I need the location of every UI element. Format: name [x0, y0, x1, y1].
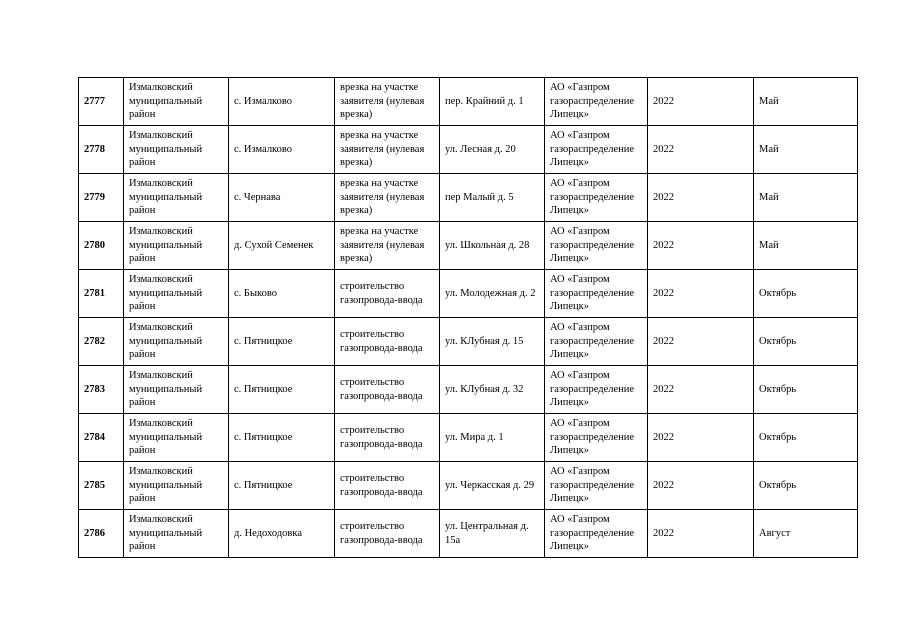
year-cell: 2022	[648, 318, 754, 366]
month-cell: Октябрь	[754, 270, 858, 318]
work-type-cell: строительство газопровода-ввода	[335, 462, 440, 510]
month-cell: Май	[754, 222, 858, 270]
address-cell: ул. КЛубная д. 15	[440, 318, 545, 366]
table-row	[79, 318, 858, 366]
district-cell: Измалковский муниципальный район	[124, 270, 229, 318]
table-row	[79, 270, 858, 318]
settlement-cell: с. Измалково	[229, 78, 335, 126]
month-cell: Октябрь	[754, 414, 858, 462]
address-cell: пер Малый д. 5	[440, 174, 545, 222]
settlement-cell: д. Сухой Семенек	[229, 222, 335, 270]
organization-cell: АО «Газпром газораспределение Липецк»	[545, 318, 648, 366]
table-body	[79, 78, 858, 558]
district-cell: Измалковский муниципальный район	[124, 366, 229, 414]
row-number-cell: 2783	[79, 366, 124, 414]
work-type-cell: строительство газопровода-ввода	[335, 510, 440, 558]
table-row	[79, 174, 858, 222]
district-cell: Измалковский муниципальный район	[124, 414, 229, 462]
work-type-cell: врезка на участке заявителя (нулевая врезка)	[335, 126, 440, 174]
district-cell: Измалковский муниципальный район	[124, 78, 229, 126]
district-cell: Измалковский муниципальный район	[124, 462, 229, 510]
work-type-cell: строительство газопровода-ввода	[335, 414, 440, 462]
year-cell: 2022	[648, 462, 754, 510]
gasification-table	[78, 77, 858, 558]
year-cell: 2022	[648, 270, 754, 318]
month-cell: Май	[754, 78, 858, 126]
district-cell: Измалковский муниципальный район	[124, 318, 229, 366]
row-number-cell: 2786	[79, 510, 124, 558]
row-number-cell: 2780	[79, 222, 124, 270]
year-cell: 2022	[648, 510, 754, 558]
work-type-cell: врезка на участке заявителя (нулевая врезка)	[335, 78, 440, 126]
row-number-cell: 2777	[79, 78, 124, 126]
organization-cell: АО «Газпром газораспределение Липецк»	[545, 174, 648, 222]
settlement-cell: с. Пятницкое	[229, 462, 335, 510]
table-row	[79, 414, 858, 462]
organization-cell: АО «Газпром газораспределение Липецк»	[545, 126, 648, 174]
address-cell: ул. Черкасская д. 29	[440, 462, 545, 510]
settlement-cell: с. Пятницкое	[229, 366, 335, 414]
settlement-cell: с. Пятницкое	[229, 414, 335, 462]
organization-cell: АО «Газпром газораспределение Липецк»	[545, 510, 648, 558]
organization-cell: АО «Газпром газораспределение Липецк»	[545, 414, 648, 462]
settlement-cell: с. Быково	[229, 270, 335, 318]
month-cell: Октябрь	[754, 366, 858, 414]
row-number-cell: 2778	[79, 126, 124, 174]
work-type-cell: строительство газопровода-ввода	[335, 366, 440, 414]
organization-cell: АО «Газпром газораспределение Липецк»	[545, 366, 648, 414]
address-cell: ул. Мира д. 1	[440, 414, 545, 462]
district-cell: Измалковский муниципальный район	[124, 126, 229, 174]
organization-cell: АО «Газпром газораспределение Липецк»	[545, 270, 648, 318]
month-cell: Август	[754, 510, 858, 558]
year-cell: 2022	[648, 78, 754, 126]
organization-cell: АО «Газпром газораспределение Липецк»	[545, 462, 648, 510]
address-cell: ул. Школьная д. 28	[440, 222, 545, 270]
year-cell: 2022	[648, 414, 754, 462]
table-row	[79, 126, 858, 174]
month-cell: Май	[754, 174, 858, 222]
year-cell: 2022	[648, 222, 754, 270]
row-number-cell: 2785	[79, 462, 124, 510]
table-row	[79, 366, 858, 414]
month-cell: Октябрь	[754, 462, 858, 510]
row-number-cell: 2779	[79, 174, 124, 222]
district-cell: Измалковский муниципальный район	[124, 222, 229, 270]
table-row	[79, 462, 858, 510]
month-cell: Май	[754, 126, 858, 174]
row-number-cell: 2782	[79, 318, 124, 366]
address-cell: ул. Лесная д. 20	[440, 126, 545, 174]
row-number-cell: 2784	[79, 414, 124, 462]
address-cell: ул. Молодежная д. 2	[440, 270, 545, 318]
address-cell: пер. Крайний д. 1	[440, 78, 545, 126]
settlement-cell: д. Недоходовка	[229, 510, 335, 558]
year-cell: 2022	[648, 126, 754, 174]
table-row	[79, 222, 858, 270]
row-number-cell: 2781	[79, 270, 124, 318]
work-type-cell: строительство газопровода-ввода	[335, 270, 440, 318]
month-cell: Октябрь	[754, 318, 858, 366]
settlement-cell: с. Пятницкое	[229, 318, 335, 366]
settlement-cell: с. Чернава	[229, 174, 335, 222]
work-type-cell: врезка на участке заявителя (нулевая врезка)	[335, 174, 440, 222]
year-cell: 2022	[648, 366, 754, 414]
address-cell: ул. Центральная д. 15а	[440, 510, 545, 558]
organization-cell: АО «Газпром газораспределение Липецк»	[545, 78, 648, 126]
district-cell: Измалковский муниципальный район	[124, 174, 229, 222]
address-cell: ул. КЛубная д. 32	[440, 366, 545, 414]
year-cell: 2022	[648, 174, 754, 222]
work-type-cell: врезка на участке заявителя (нулевая врезка)	[335, 222, 440, 270]
table-row	[79, 510, 858, 558]
settlement-cell: с. Измалково	[229, 126, 335, 174]
district-cell: Измалковский муниципальный район	[124, 510, 229, 558]
organization-cell: АО «Газпром газораспределение Липецк»	[545, 222, 648, 270]
table-row	[79, 78, 858, 126]
work-type-cell: строительство газопровода-ввода	[335, 318, 440, 366]
